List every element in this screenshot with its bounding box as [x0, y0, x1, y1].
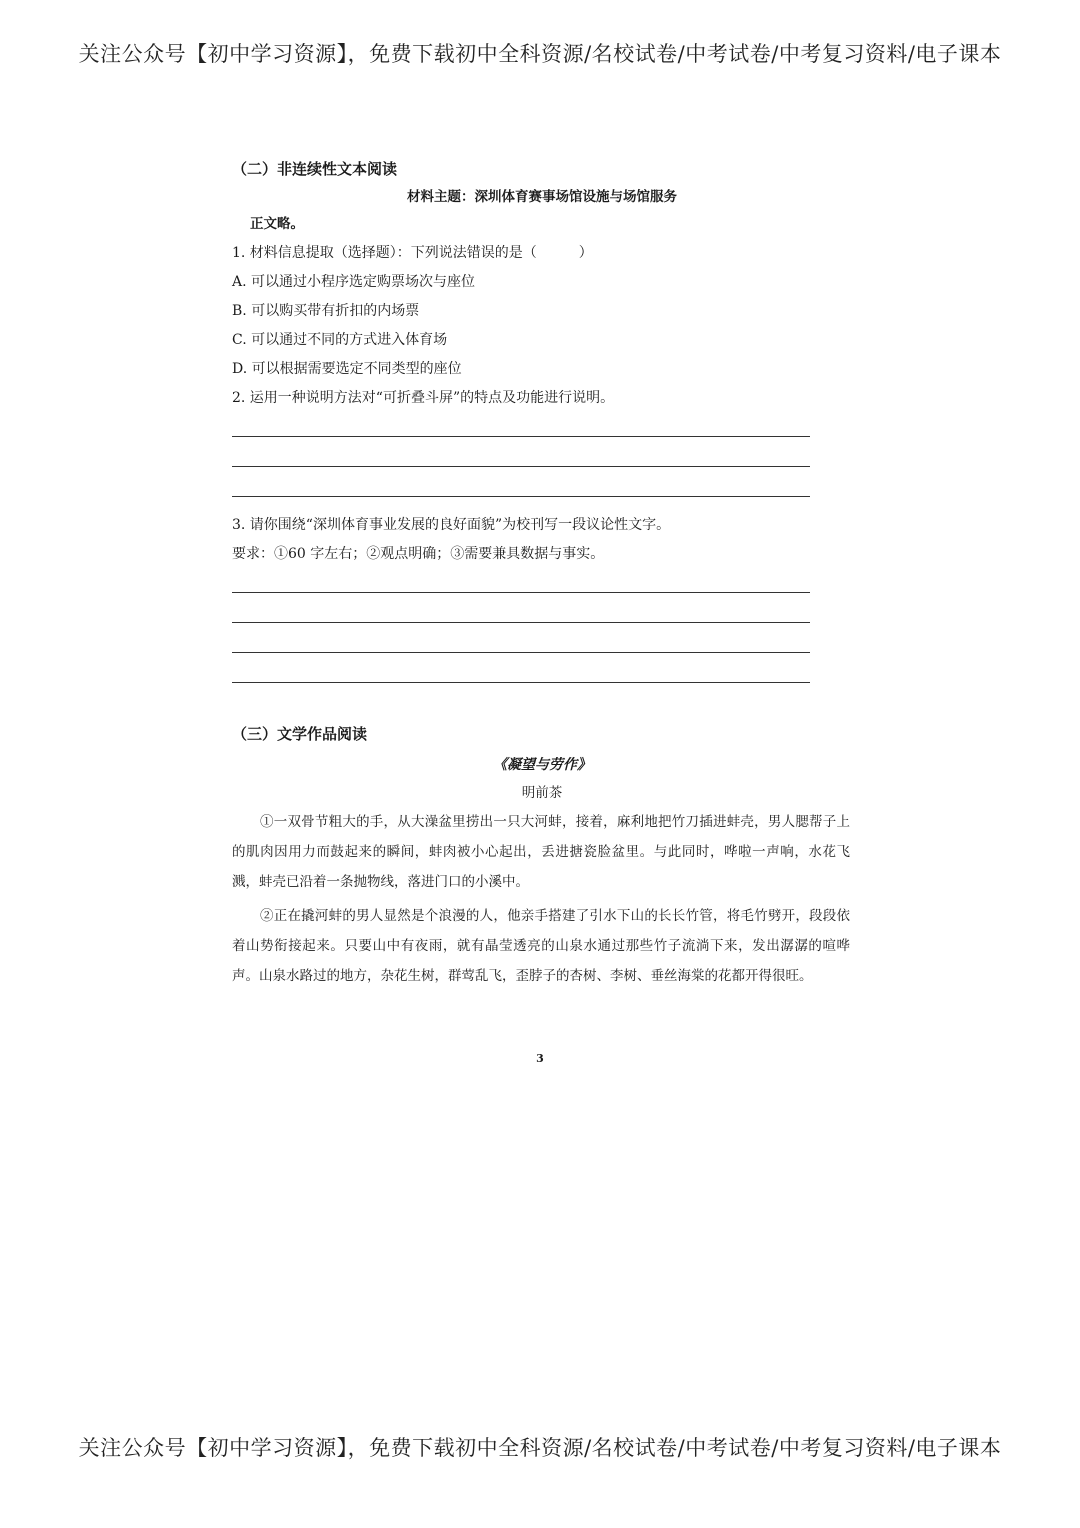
question-1-stem: 1. 材料信息提取（选择题）：下列说法错误的是（ ） — [232, 245, 593, 261]
page-number: 3 — [536, 1052, 544, 1065]
work-title: 《凝望与劳作》 — [493, 757, 591, 773]
question-2-stem: 2. 运用一种说明方法对“可折叠斗屏”的特点及功能进行说明。 — [232, 390, 615, 406]
answer-line — [232, 592, 810, 593]
answer-line — [232, 496, 810, 497]
section-heading-literary-reading: （三）文学作品阅读 — [232, 725, 368, 743]
section-heading-nonlinear-text: （二）非连续性文本阅读 — [232, 160, 398, 178]
answer-line — [232, 622, 810, 623]
footer-banner: 关注公众号【初中学习资源】，免费下载初中全科资源/名校试卷/中考试卷/中考复习资料/电子课本 — [78, 1436, 1002, 1460]
header-banner: 关注公众号【初中学习资源】，免费下载初中全科资源/名校试卷/中考试卷/中考复习资料/电子课本 — [78, 42, 1002, 66]
body-omitted-note: 正文略。 — [250, 216, 304, 232]
paragraph-1: ①一双骨节粗大的手，从大澡盆里捞出一只大河蚌，接着，麻利地把竹刀插进蚌壳，男人腮帮子上的肌肉因用力而鼓起来的瞬间，蚌肉被小心起出，丢进搪瓷脸盆里。与此同时，哗啦一声响，水花飞溅，蚌壳已沿着一条抛物线，落进门口的小溪中。 — [232, 814, 850, 890]
material-topic: 材料主题：深圳体育赛事场馆设施与场馆服务 — [407, 189, 677, 205]
question-1-option-d: D. 可以根据需要选定不同类型的座位 — [232, 361, 462, 377]
question-3-stem: 3. 请你围绕“深圳体育事业发展的良好面貌”为校刊写一段议论性文字。 — [232, 517, 671, 533]
answer-line — [232, 652, 810, 653]
answer-line — [232, 436, 810, 437]
exam-content — [232, 158, 852, 991]
question-3-requirement: 要求：①60 字左右；②观点明确；③需要兼具数据与事实。 — [232, 546, 605, 562]
question-1-option-a: A. 可以通过小程序选定购票场次与座位 — [232, 274, 476, 290]
author-name: 明前茶 — [521, 785, 563, 801]
answer-line — [232, 466, 810, 467]
question-1-option-b: B. 可以购买带有折扣的内场票 — [232, 303, 420, 319]
paragraph-2: ②正在撬河蚌的男人显然是个浪漫的人，他亲手搭建了引水下山的长长竹管，将毛竹劈开，段段依着山势衔接起来。只要山中有夜雨，就有晶莹透亮的山泉水通过那些竹子流淌下来，发出潺潺的喧哗声。山泉水路过的地方，杂花生树，群莺乱飞，歪脖子的杏树、李树、垂丝海棠的花都开得很旺。 — [232, 908, 850, 984]
answer-line — [232, 682, 810, 683]
question-1-option-c: C. 可以通过不同的方式进入体育场 — [232, 332, 448, 348]
